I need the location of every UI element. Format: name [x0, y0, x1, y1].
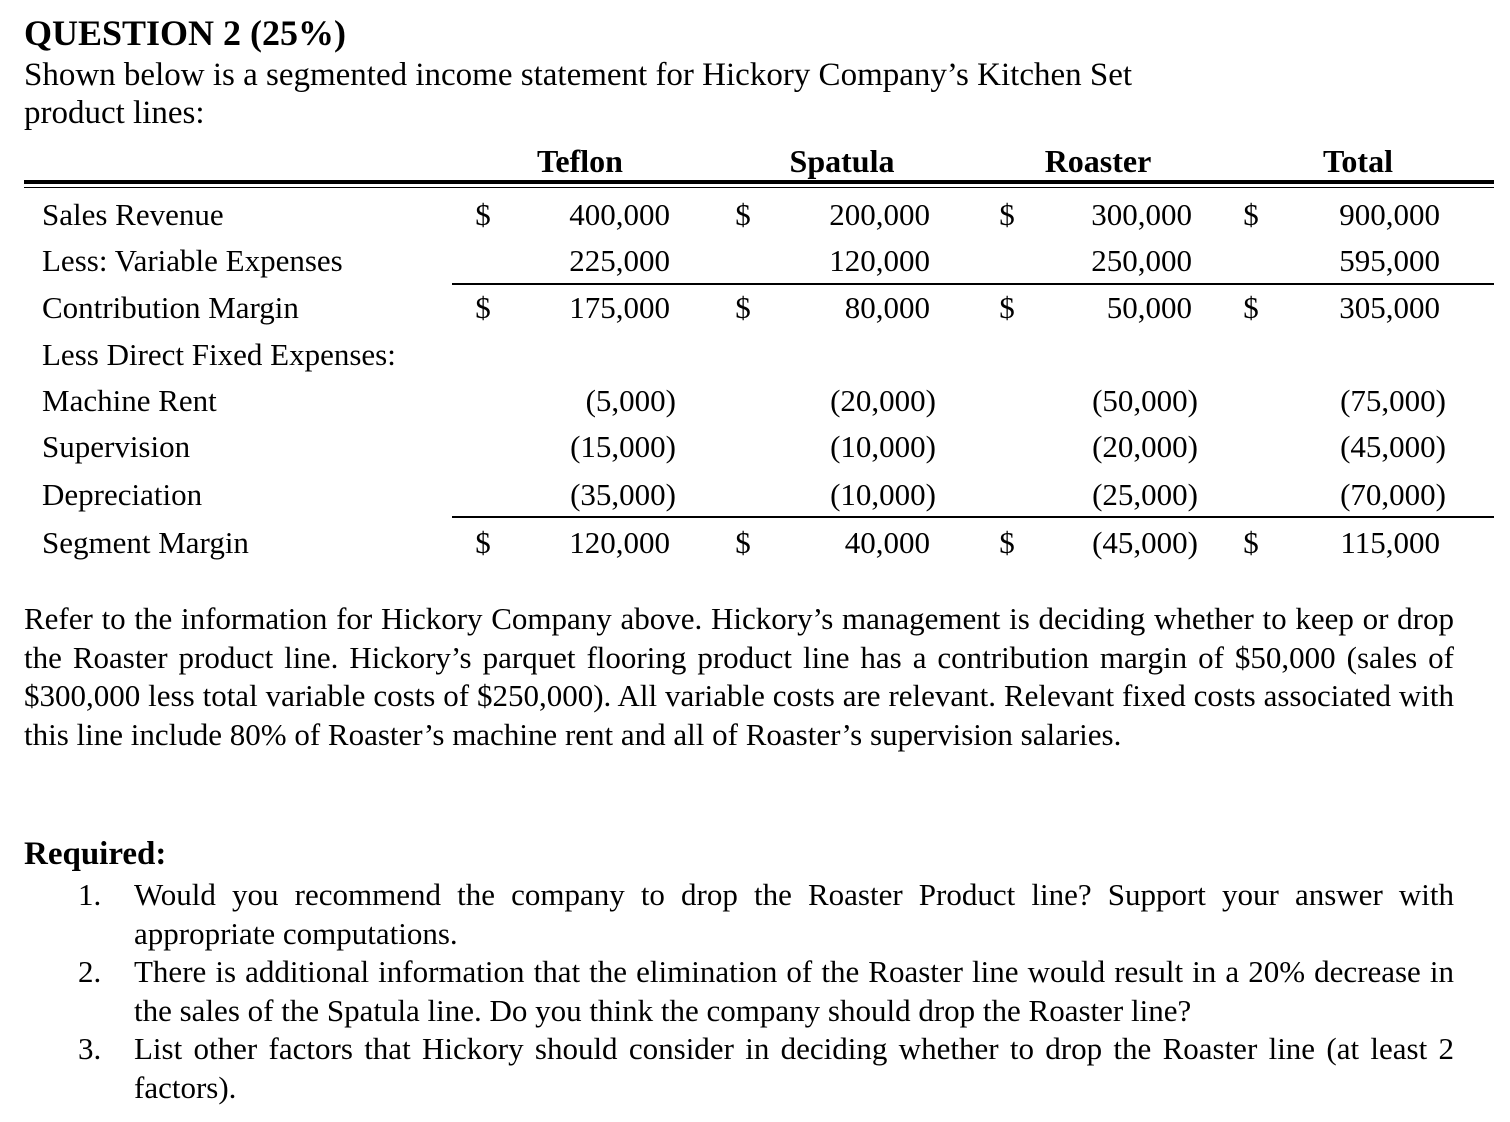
question-title: QUESTION 2 (25%) [24, 13, 347, 53]
row-label: Depreciation [42, 477, 203, 512]
required-list [78, 876, 1454, 1107]
col-header-teflon: Teflon [537, 143, 623, 179]
required-item-text: List other factors that Hickory should consider in deciding whether to drop the Roaster line (at least 2 factors). [134, 1031, 1454, 1105]
col-header-total: Total [1323, 143, 1393, 179]
required-item-text: There is additional information that the elimination of the Roaster line would result in a 20% decrease in the sales of the Spatula line. Do you think the company should drop the Roaster line? [134, 954, 1454, 1028]
required-item-number: 3. [78, 1031, 102, 1066]
row-label: Segment Margin [42, 525, 249, 560]
cell-roaster: (45,000) [1092, 525, 1198, 560]
cell-teflon: (15,000) [570, 429, 676, 464]
col-header-spatula: Spatula [789, 143, 895, 179]
cell-spatula: (20,000) [830, 383, 936, 418]
currency-symbol: $ [999, 197, 1015, 232]
row-label: Contribution Margin [42, 290, 299, 325]
row-label: Machine Rent [42, 383, 217, 418]
header-rule-thick [24, 180, 1494, 184]
cell-total: (75,000) [1340, 383, 1446, 418]
cell-total: 900,000 [1339, 197, 1440, 232]
required-item-3 [78, 1030, 1454, 1107]
cell-spatula: (10,000) [830, 477, 936, 512]
col-header-roaster: Roaster [1044, 143, 1152, 179]
cell-total: 115,000 [1340, 525, 1440, 560]
currency-symbol: $ [735, 525, 751, 560]
row-label: Supervision [42, 429, 191, 464]
cell-total: (70,000) [1340, 477, 1446, 512]
cell-teflon: (35,000) [570, 477, 676, 512]
cell-teflon: 225,000 [569, 243, 670, 278]
intro-text: Shown below is a segmented income statement for Hickory Company’s Kitchen Set product lines: [24, 57, 1133, 131]
currency-symbol: $ [475, 197, 491, 232]
scenario-paragraph: Refer to the information for Hickory Company above. Hickory’s management is deciding whether to keep or drop the Roaster product line. Hickory’s parquet flooring product line has a contribution margin of $50,000 (sales of $300,000 less total variable costs of $250,000). All variable costs are relevant. Relevant fixed costs associated with this line include 80% of Roaster’s machine rent and all of Roaster’s supervision salaries. [24, 601, 1454, 752]
currency-symbol: $ [1243, 197, 1259, 232]
cell-roaster: 250,000 [1091, 243, 1192, 278]
required-item-number: 1. [78, 877, 102, 912]
row-label: Sales Revenue [42, 197, 224, 232]
currency-symbol: $ [475, 525, 491, 560]
required-title: Required: [24, 836, 167, 872]
cell-roaster: 300,000 [1091, 197, 1192, 232]
cell-spatula: (10,000) [830, 429, 936, 464]
cell-spatula: 40,000 [844, 525, 930, 560]
cell-spatula: 80,000 [844, 290, 930, 325]
required-item-1 [78, 876, 1454, 953]
currency-symbol: $ [735, 197, 751, 232]
required-item-2 [78, 953, 1454, 1030]
cell-teflon: 175,000 [569, 290, 670, 325]
cell-total: (45,000) [1340, 429, 1446, 464]
currency-symbol: $ [475, 290, 491, 325]
currency-symbol: $ [999, 290, 1015, 325]
required-item-text: Would you recommend the company to drop the Roaster Product line? Support your answer with appropriate computations. [134, 877, 1454, 951]
contribution-rule [452, 283, 1494, 285]
currency-symbol: $ [1243, 290, 1259, 325]
cell-total: 305,000 [1339, 290, 1440, 325]
row-label: Less: Variable Expenses [42, 243, 343, 278]
cell-total: 595,000 [1339, 243, 1440, 278]
currency-symbol: $ [1243, 525, 1259, 560]
cell-spatula: 200,000 [829, 197, 930, 232]
cell-spatula: 120,000 [829, 243, 930, 278]
header-rule-thin [24, 187, 1494, 188]
cell-roaster: 50,000 [1106, 290, 1192, 325]
cell-roaster: (25,000) [1092, 477, 1198, 512]
currency-symbol: $ [999, 525, 1015, 560]
cell-teflon: 400,000 [569, 197, 670, 232]
cell-teflon: 120,000 [569, 525, 670, 560]
segment-rule [452, 516, 1494, 518]
cell-roaster: (20,000) [1092, 429, 1198, 464]
currency-symbol: $ [735, 290, 751, 325]
cell-roaster: (50,000) [1092, 383, 1198, 418]
required-item-number: 2. [78, 954, 102, 989]
cell-teflon: (5,000) [585, 383, 676, 418]
row-label: Less Direct Fixed Expenses: [42, 337, 396, 372]
